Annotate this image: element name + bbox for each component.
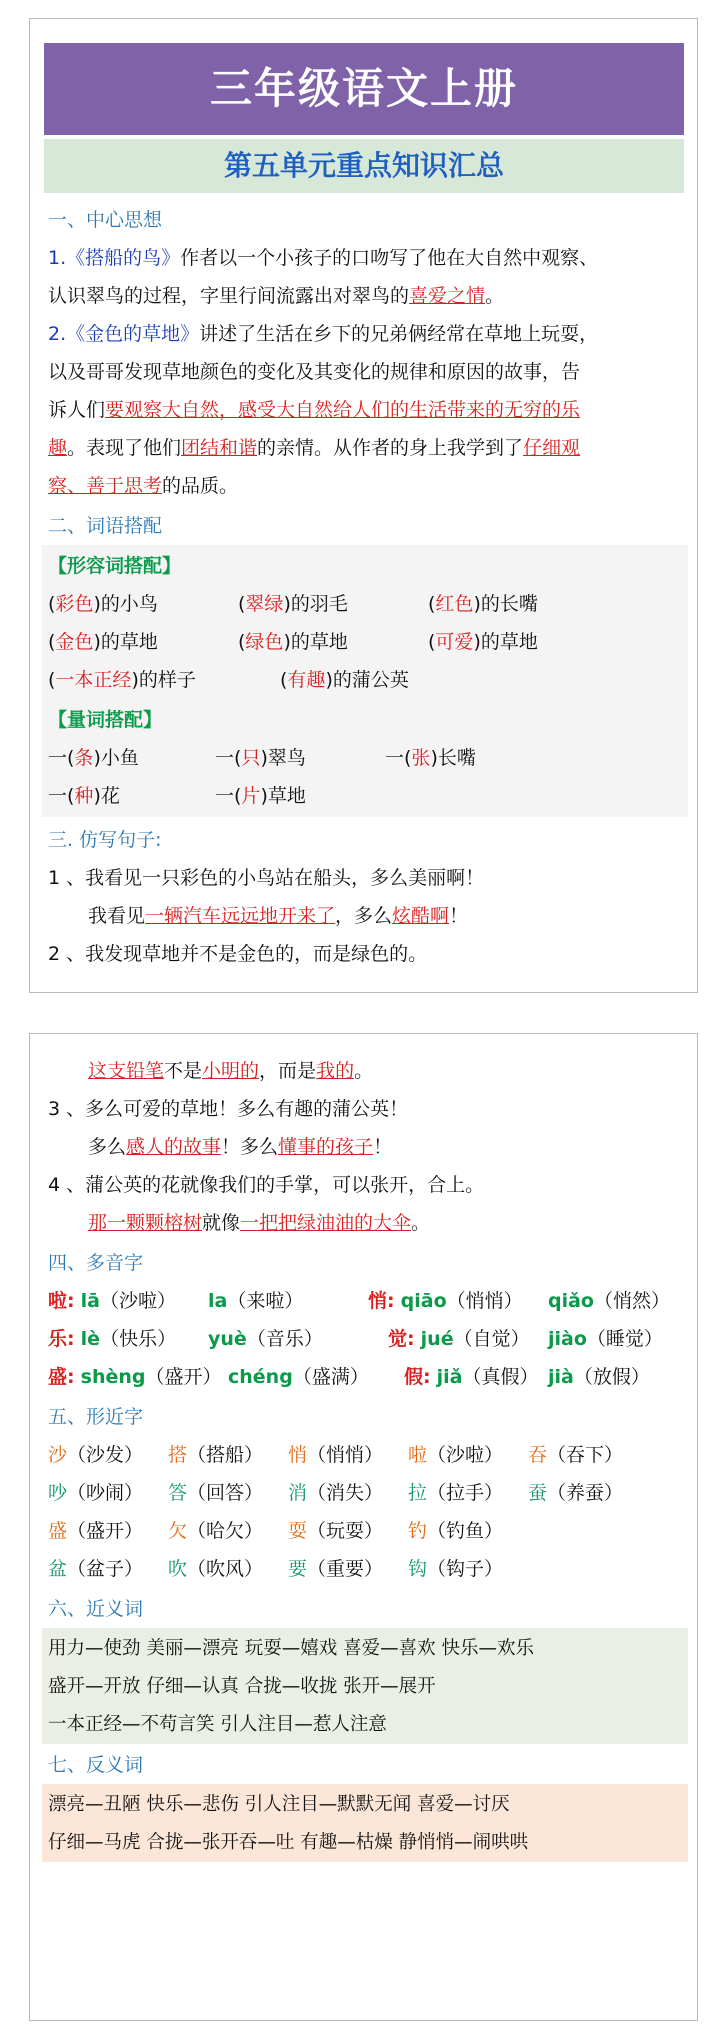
pinyin: la [208,1290,228,1312]
word: （养蚕） [547,1482,624,1504]
word: （吵闹） [67,1482,144,1504]
char: 盆 [48,1558,68,1580]
theme-paragraph-2-line-3 [48,395,580,422]
adjective-heading: 【形容词搭配】 [48,555,182,577]
pinyin: qiǎo [548,1290,594,1312]
char: 啦: [48,1290,75,1312]
char: 乐: [48,1328,75,1350]
similar-char-item [168,1478,263,1505]
pinyin: lè [80,1328,101,1350]
text: 讲述了生活在乡下的兄弟俩经常在草地上玩耍， [199,323,599,345]
sentence-4-original: 4 、蒲公英的花就像我们的手掌，可以张开，合上。 [48,1174,485,1196]
theme-paragraph-2-line-5 [48,471,238,498]
text: 。表现了他们 [67,437,182,459]
similar-char-item [288,1516,383,1543]
similar-char-item [528,1478,623,1505]
pinyin: qiāo [400,1290,447,1312]
adj-item: (绿色)的草地 [238,631,348,653]
answer: 彩色 [55,593,94,615]
sentence-2-imitation [88,1056,373,1083]
answer: 翠绿 [245,593,284,615]
page-title: 三年级语文上册 [44,43,684,135]
adj-item: (金色)的草地 [48,631,158,653]
polyphone-item [208,1324,323,1351]
char: 答 [168,1482,188,1504]
highlight: 仔细观 [523,437,581,459]
word: （钓鱼） [427,1520,504,1542]
similar-char-item [408,1516,503,1543]
mw-item [48,781,120,808]
section-heading-1: 一、中心思想 [48,209,163,231]
text: 我看见 [88,905,146,927]
mw-item [385,743,476,770]
sentence-3-imitation [88,1132,392,1159]
sentence-2-original: 2 、我发现草地并不是金色的，而是绿色的。 [48,943,428,965]
text: )小鱼 [93,747,139,769]
text: 的草地 [100,631,158,653]
text: 作者以一个小孩子的口吻写了他在大自然中观察、 [180,247,599,269]
text: 诉人们 [48,399,106,421]
char: 钓 [408,1520,428,1542]
pinyin: yuè [208,1328,247,1350]
char: 假: [404,1366,431,1388]
char: 吹 [168,1558,188,1580]
text: )长嘴 [430,747,476,769]
section-heading-7: 七、反义词 [48,1754,144,1776]
word: （盛开） [67,1520,144,1542]
pinyin: jià [548,1366,574,1388]
text: 就像 [202,1212,241,1234]
pinyin: chéng [228,1366,293,1388]
answer: 绿色 [245,631,284,653]
section-heading-5: 五、形近字 [48,1406,144,1428]
similar-char-item [168,1440,263,1467]
pinyin: shèng [80,1366,146,1388]
similar-char-item [288,1440,383,1467]
theme-paragraph-1-line-2 [48,281,504,308]
text: 认识翠鸟的过程，字里行间流露出对翠鸟的 [48,285,410,307]
word: （真假） [462,1366,539,1388]
text: 的亲情。从作者的身上我学到了 [257,437,524,459]
highlight: 那一颗颗榕树 [88,1212,203,1234]
highlight: 懂事的孩子 [278,1136,374,1158]
book-title: 《搭船的鸟》 [66,247,181,269]
measure-word-heading: 【量词搭配】 [48,709,163,731]
char: 消 [288,1482,308,1504]
char: 要 [288,1558,308,1580]
adj-item: (可爱)的草地 [428,631,538,653]
word: （来啦） [227,1290,304,1312]
synonym-line: 用力—使劲 美丽—漂亮 玩耍—嬉戏 喜爱—喜欢 快乐—欢乐 [48,1638,535,1659]
theme-paragraph-2-line-4 [48,433,580,460]
synonym-line: 盛开—开放 仔细—认真 合拢—收拢 张开—展开 [48,1676,436,1697]
text: 一( [48,785,75,807]
highlight: 趣 [48,437,68,459]
adj-item: (彩色)的小鸟 [48,593,158,615]
polyphone-item [404,1362,539,1389]
similar-char-item [408,1440,503,1467]
text: 的蒲公英 [332,669,409,691]
char: 觉: [388,1328,415,1350]
polyphone-item [548,1362,650,1389]
answer: 一本正经 [55,669,132,691]
answer: 只 [241,747,261,769]
similar-char-item [48,1554,143,1581]
synonym-line: 一本正经—不苟言笑 引人注目—惹人注意 [48,1714,387,1735]
highlight: 感人的故事 [126,1136,222,1158]
char: 蚕 [528,1482,548,1504]
polyphone-item [48,1324,176,1351]
word: （睡觉） [586,1328,663,1350]
word: （钩子） [427,1558,504,1580]
answer: 片 [241,785,261,807]
polyphone-item [208,1286,303,1313]
char: 拉 [408,1482,428,1504]
sentence-1-original: 1 、我看见一只彩色的小鸟站在船头，多么美丽啊！ [48,867,485,889]
word: （搭船） [187,1444,264,1466]
word: （快乐） [100,1328,177,1350]
word: （吞下） [547,1444,624,1466]
text: ，多么 [335,905,393,927]
polyphone-item [48,1362,222,1389]
text: )草地 [260,785,306,807]
highlight: 这支铅笔 [88,1060,165,1082]
polyphone-item [368,1286,523,1313]
char: 吵 [48,1482,68,1504]
text: )翠鸟 [260,747,306,769]
section-heading-2: 二、词语搭配 [48,515,163,537]
char: 悄 [288,1444,308,1466]
mw-item [215,743,306,770]
page-card-1 [29,18,698,993]
text: 不是 [164,1060,203,1082]
word: （沙啦） [100,1290,177,1312]
sentence-3-original: 3 、多么可爱的草地！多么有趣的蒲公英！ [48,1098,409,1120]
char: 欠 [168,1520,188,1542]
theme-paragraph-2-line-2: 以及哥哥发现草地颜色的变化及其变化的规律和原因的故事，告 [48,361,581,383]
text: )花 [93,785,120,807]
answer: 可爱 [435,631,474,653]
text: ！ [373,1136,393,1158]
word: （悄然） [594,1290,671,1312]
char: 盛 [48,1520,68,1542]
text: 的长嘴 [480,593,538,615]
char: 搭 [168,1444,188,1466]
polyphone-item [388,1324,530,1351]
text: 。 [485,285,505,307]
item-number: 2. [48,323,67,345]
text: 的小鸟 [100,593,158,615]
char: 盛: [48,1366,75,1388]
word: （重要） [307,1558,384,1580]
text: ！多么 [221,1136,279,1158]
answer: 条 [74,747,94,769]
word: （玩耍） [307,1520,384,1542]
word: （盆子） [67,1558,144,1580]
similar-char-item [48,1440,143,1467]
page-subtitle: 第五单元重点知识汇总 [44,139,684,193]
word: （沙发） [67,1444,144,1466]
section-heading-4: 四、多音字 [48,1252,144,1274]
antonym-line: 漂亮—丑陋 快乐—悲伤 引人注目—默默无闻 喜爱—讨厌 [48,1794,510,1815]
similar-char-item [528,1440,623,1467]
page-card-2 [29,1033,698,2021]
word: （哈欠） [187,1520,264,1542]
word: （回答） [187,1482,264,1504]
highlight: 炫酷啊 [392,905,450,927]
text: 的品质。 [162,475,239,497]
theme-paragraph-1-line-1 [48,243,598,270]
char: 吞 [528,1444,548,1466]
text: 的羽毛 [290,593,348,615]
text: 的草地 [480,631,538,653]
answer: 张 [411,747,431,769]
word: （消失） [307,1482,384,1504]
word: （音乐） [246,1328,323,1350]
sentence-1-imitation [88,901,468,928]
answer: 红色 [435,593,474,615]
similar-char-item [408,1478,503,1505]
text: 的样子 [138,669,196,691]
polyphone-item [548,1286,670,1313]
highlight: 要观察大自然，感受大自然给人们的生活带来的无穷的乐 [105,399,581,421]
highlight: 我的 [316,1060,355,1082]
similar-char-item [168,1516,263,1543]
item-number: 1. [48,247,67,269]
text: ，而是 [259,1060,317,1082]
pinyin: lā [80,1290,100,1312]
char: 沙 [48,1444,68,1466]
char: 耍 [288,1520,308,1542]
text: ！ [449,905,469,927]
answer: 种 [74,785,94,807]
highlight: 团结和谐 [181,437,258,459]
answer: 金色 [55,631,94,653]
sentence-4-imitation [88,1208,430,1235]
pinyin: jiǎ [436,1366,463,1388]
word: （悄悄） [446,1290,523,1312]
adj-item: (红色)的长嘴 [428,593,538,615]
text: 一( [215,785,242,807]
book-title: 《金色的草地》 [66,323,200,345]
word: （盛开） [145,1366,222,1388]
theme-paragraph-2-line-1 [48,319,598,346]
similar-char-item [48,1478,143,1505]
word: （拉手） [427,1482,504,1504]
word: （自觉） [453,1328,530,1350]
adj-item: (翠绿)的羽毛 [238,593,348,615]
word: （悄悄） [307,1444,384,1466]
word: （盛满） [292,1366,369,1388]
word: （沙啦） [427,1444,504,1466]
similar-char-item [288,1478,383,1505]
mw-item [48,743,139,770]
text: 。 [411,1212,431,1234]
polyphone-item [48,1286,176,1313]
similar-char-item [168,1554,263,1581]
text: 多么 [88,1136,127,1158]
polyphone-item [548,1324,663,1351]
highlight: 一辆汽车远远地开来了 [145,905,336,927]
text: 一( [385,747,412,769]
adj-item: (有趣)的蒲公英 [280,669,409,691]
section-heading-3: 三. 仿写句子: [48,829,162,851]
section-heading-6: 六、近义词 [48,1598,144,1620]
similar-char-item [288,1554,383,1581]
adj-item: (一本正经)的样子 [48,669,196,691]
antonym-line: 仔细—马虎 合拢—张开吞—吐 有趣—枯燥 静悄悄—闹哄哄 [48,1832,529,1853]
char: 啦 [408,1444,428,1466]
answer: 有趣 [287,669,326,691]
pinyin: jué [420,1328,454,1350]
char: 钩 [408,1558,428,1580]
text: 。 [354,1060,374,1082]
similar-char-item [408,1554,503,1581]
word: （吹风） [187,1558,264,1580]
pinyin: jiào [548,1328,587,1350]
highlight: 小明的 [202,1060,260,1082]
polyphone-item [228,1362,369,1389]
highlight: 一把把绿油油的大伞 [240,1212,412,1234]
highlight: 察、善于思考 [48,475,163,497]
text: 一( [215,747,242,769]
text: 一( [48,747,75,769]
word: （放假） [573,1366,650,1388]
char: 悄: [368,1290,395,1312]
mw-item [215,781,306,808]
highlight: 喜爱之情 [409,285,486,307]
text: 的草地 [290,631,348,653]
similar-char-item [48,1516,143,1543]
